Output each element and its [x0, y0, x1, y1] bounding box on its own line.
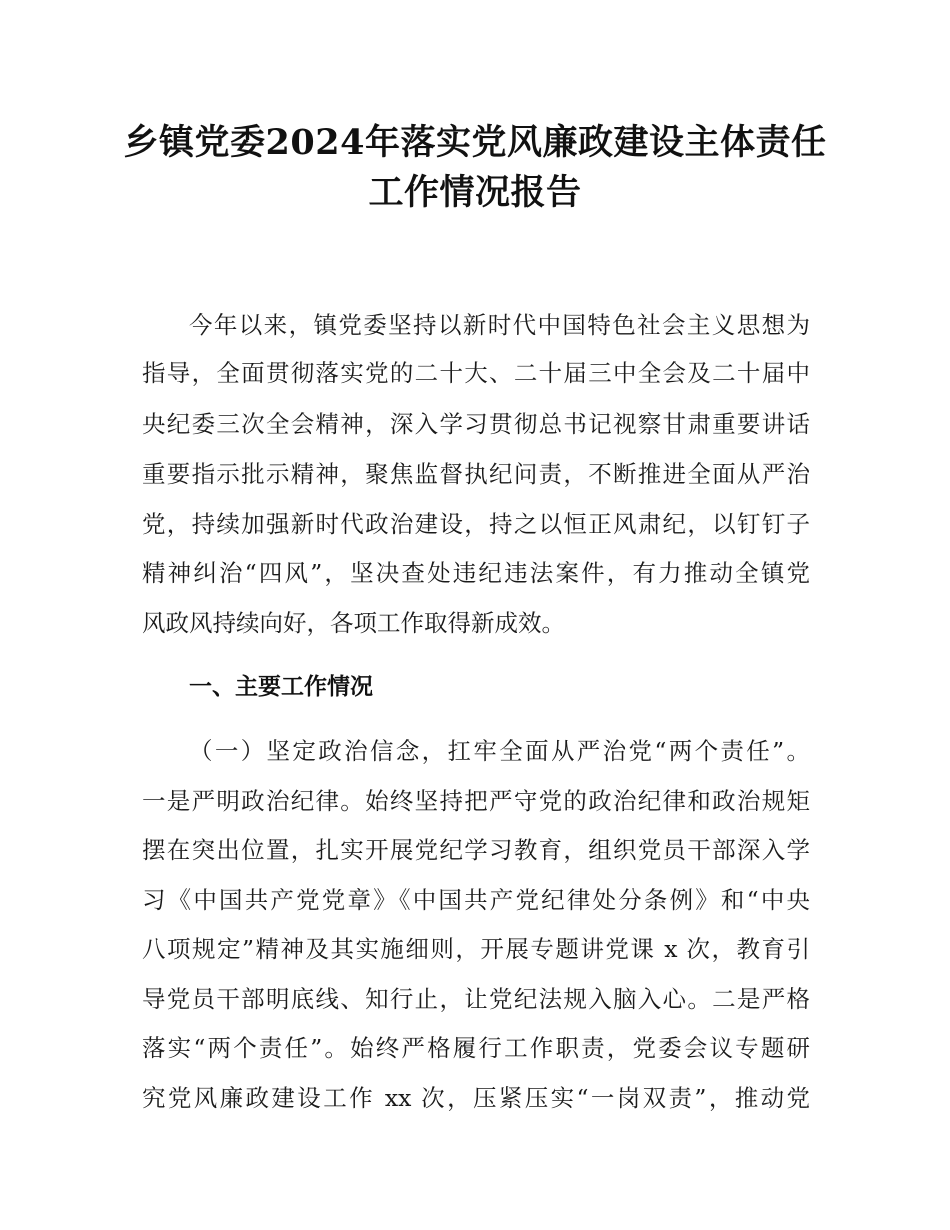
document-title-line-1: 乡镇党委2024年落实党风廉政建设主体责任 [123, 122, 827, 163]
section-paragraph-line: 摆在突出位置，扎实开展党纪学习教育，组织党员干部深入学 [142, 836, 810, 864]
section-paragraph-line: （一）坚定政治信念，扛牢全面从严治党“两个责任”。 [189, 737, 810, 765]
section-paragraph-line: 究党风廉政建设工作 xx 次，压紧压实“一岗双责”，推动党 [142, 1084, 810, 1112]
section-paragraph-line: 一是严明政治纪律。始终坚持把严守党的政治纪律和政治规矩 [142, 787, 810, 815]
intro-paragraph-line: 指导，全面贯彻落实党的二十大、二十届三中全会及二十届中 [142, 359, 810, 387]
section-paragraph-line: 八项规定”精神及其实施细则，开展专题讲党课 x 次，教育引 [142, 935, 810, 963]
section-paragraph-line: 习《中国共产党党章》《中国共产党纪律处分条例》和“中央 [142, 886, 810, 914]
section-paragraph-line: 落实“两个责任”。始终严格履行工作职责，党委会议专题研 [142, 1034, 810, 1062]
section-paragraph-line: 导党员干部明底线、知行止，让党纪法规入脑入心。二是严格 [142, 985, 810, 1013]
intro-paragraph-line: 央纪委三次全会精神，深入学习贯彻总书记视察甘肃重要讲话 [142, 410, 810, 438]
document-title-line-2: 工作情况报告 [368, 172, 582, 213]
intro-paragraph-line: 重要指示批示精神，聚焦监督执纪问责，不断推进全面从严治 [142, 460, 810, 488]
intro-paragraph-line: 今年以来，镇党委坚持以新时代中国特色社会主义思想为 [189, 311, 810, 339]
intro-paragraph-line: 党，持续加强新时代政治建设，持之以恒正风肃纪，以钉钉子 [142, 510, 810, 538]
section-heading: 一、主要工作情况 [189, 674, 373, 700]
intro-paragraph-line: 精神纠治“四风”，坚决查处违纪违法案件，有力推动全镇党 [142, 559, 810, 587]
intro-paragraph-line: 风政风持续向好，各项工作取得新成效。 [142, 609, 565, 637]
